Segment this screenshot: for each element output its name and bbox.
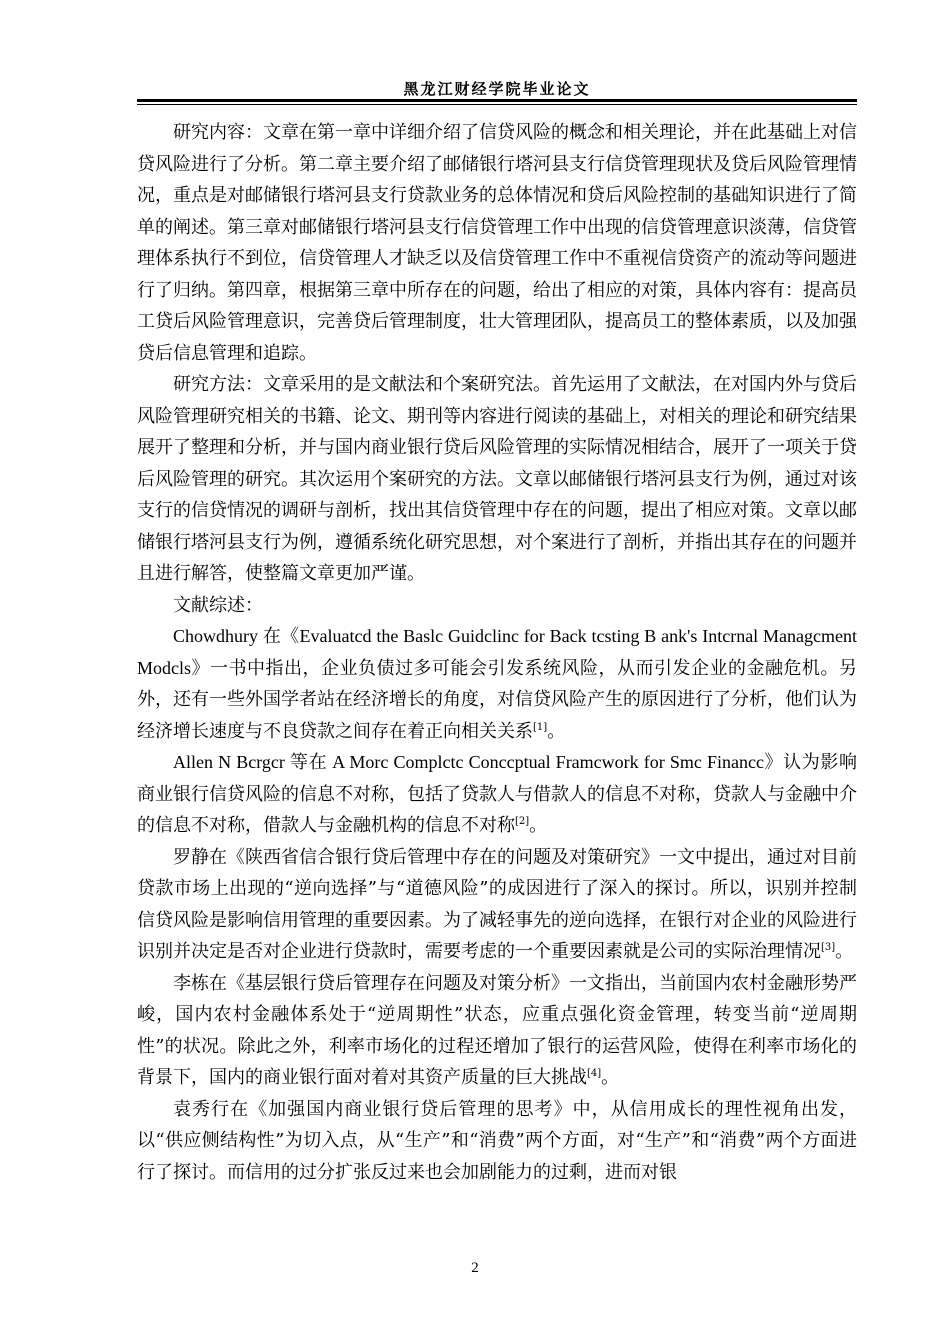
header-rule-thick — [137, 99, 857, 102]
page-header-title: 黑龙江财经学院毕业论文 — [403, 80, 591, 98]
paragraph-chowdhury — [137, 621, 857, 747]
paragraph-research-method: 研究方法：文章采用的是文献法和个案研究法。首先运用了文献法，在对国内外与贷后风险管理研究相关的书籍、论文、期刊等内容进行阅读的基础上，对相关的理论和研究结果展开了整理和分析，并与国内商业银行贷后风险管理的实际情况相结合，展开了一项关于贷后风险管理的研究。其次运用个案研究的方法。文章以邮储银行塔河县支行为例，通过对该支行的信贷情况的调研与剖析，找出其信贷管理中存在的问题，提出了相应对策。文章以邮储银行塔河县支行为例，遵循系统化研究思想，对个案进行了剖析，并指出其存在的问题并且进行解答，使整篇文章更加严谨。 — [137, 374, 857, 584]
citation-ref: [3] — [821, 942, 836, 953]
paragraph-text: 罗静在《陕西省信合银行贷后管理中存在的问题及对策研究》一文中提出，通过对目前贷款市场上出现的“逆向选择”与“道德风险”的成因进行了深入的探讨。所以，识别并控制信贷风险是影响信用管理的重要因素。为了减轻事先的逆向选择，在银行对企业的风险进行识别并决定是否对企业进行贷款时，需要考虑的一个重要因素就是公司的实际治理情况 — [137, 846, 857, 962]
header-rule-thin — [137, 104, 857, 105]
paragraph-luo-jing — [137, 842, 857, 968]
paragraph-yuan-xiuxing: 袁秀行在《加强国内商业银行贷后管理的思考》中，从信用成长的理性视角出发，以“供应侧结构性”为切入点，从“生产”和“消费”两个方面，对“生产”和“消费”两个方面进行了探讨。而信用的过分扩张反过来也会加剧能力的过剩，进而对银 — [137, 1098, 857, 1183]
paragraph-text: Chowdhury 在《Evaluatcd the Baslc Guidclinc for Back tcsting B ank's Intcrnal Managcment Modcls》一书中指出，企业负债过多可能会引发系统风险，从而引发企业的金融危机。另外，还有一些外国学者站在经济增长的角度，对信贷风险产生的原因进行了分析，他们认为经济增长速度与不良贷款之间存在着正向相关关系 — [137, 626, 857, 741]
paragraph-li-dong — [137, 968, 857, 1094]
paragraph-text: 李栋在《基层银行贷后管理存在问题及对策分析》一文指出，当前国内农村金融形势严峻，国内农村金融体系处于“逆周期性”状态，应重点强化资金管理，转变当前“逆周期性”的状况。除此之外，利率市场化的过程还增加了银行的运营风险，使得在利率市场化的背景下，国内的商业银行面对着对其资产质量的巨大挑战 — [137, 972, 857, 1088]
citation-ref: [1] — [533, 721, 548, 733]
paragraph-end: 。 — [601, 1067, 620, 1088]
paragraph-end: 。 — [529, 815, 548, 836]
citation-ref: [2] — [515, 816, 530, 827]
paragraph-text: Allen N Bcrgcr 等在 A Morc Complctc Conccptual Framcwork for Smc Financc》认为影响商业银行信贷风险的信息不对称，包括了贷款人与借款人的信息不对称，贷款人与金融中介的信息不对称，借款人与金融机构的信息不对称 — [137, 752, 857, 835]
paragraph-research-content: 研究内容：文章在第一章中详细介绍了信贷风险的概念和相关理论，并在此基础上对信贷风险进行了分析。第二章主要介绍了邮储银行塔河县支行信贷管理现状及贷后风险管理情况，重点是对邮储银行塔河县支行贷款业务的总体情况和贷后风险控制的基础知识进行了简单的阐述。第三章对邮储银行塔河县支行信贷管理工作中出现的信贷管理意识淡薄，信贷管理体系执行不到位，信贷管理人才缺乏以及信贷管理工作中不重视信贷资产的流动等问题进行了归纳。第四章，根据第三章中所存在的问题，给出了相应的对策，具体内容有：提高员工贷后风险管理意识，完善贷后管理制度，壮大管理团队，提高员工的整体素质，以及加强贷后信息管理和追踪。 — [137, 122, 857, 364]
paragraph-allen-berger — [137, 747, 857, 842]
page-number: 2 — [471, 1260, 479, 1276]
paragraph-end: 。 — [547, 720, 566, 742]
body-text — [137, 117, 857, 1188]
paragraph-literature-heading: 文献综述： — [173, 594, 263, 616]
paragraph-end: 。 — [835, 941, 854, 962]
citation-ref: [4] — [587, 1068, 602, 1079]
